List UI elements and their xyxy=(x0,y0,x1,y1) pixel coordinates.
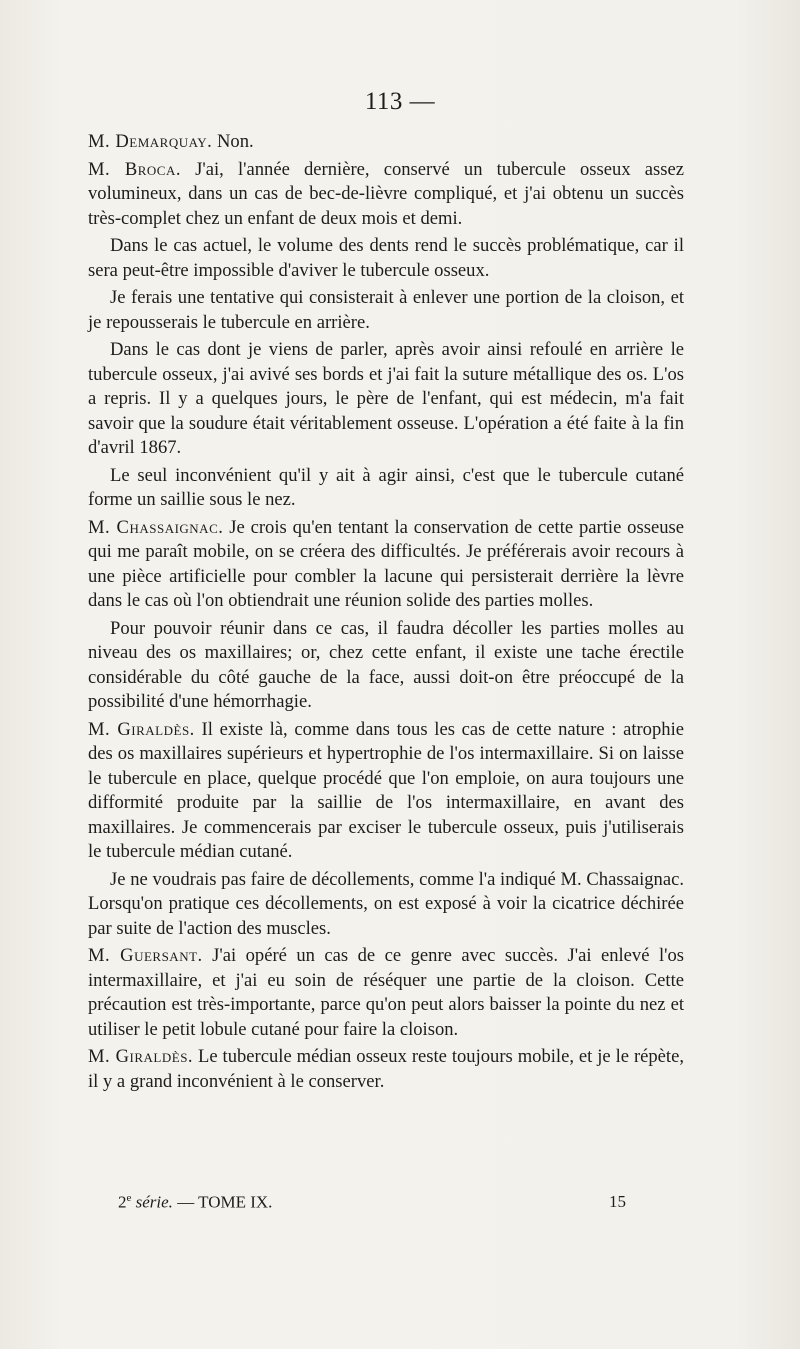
paragraph xyxy=(88,158,684,232)
paragraph xyxy=(88,464,684,513)
series-number: 2 xyxy=(118,1192,127,1212)
paragraph-text: Non. xyxy=(212,131,254,152)
series-superscript: e xyxy=(126,1192,132,1204)
paragraph xyxy=(88,617,684,715)
speaker-name: M. Demarquay. xyxy=(88,131,213,152)
paragraph xyxy=(88,1045,684,1094)
paragraph xyxy=(88,944,684,1042)
paragraph xyxy=(88,868,684,942)
paragraph-text: Pour pouvoir réunir dans ce cas, il faudra décoller les parties molles au niveau des os maxillaires; or, chez cette enfant, il existe une tache érectile considérable du côté gauche de la face, aussi doit-on être préoccupé de la possibilité d'une hémorrhagie. xyxy=(88,617,684,712)
series-label xyxy=(118,1192,272,1213)
signature-mark: 15 xyxy=(609,1192,626,1211)
paragraph-text: Le tubercule médian osseux reste toujours mobile, et je le répète, il y a grand inconvénient à le conserver. xyxy=(88,1046,684,1092)
paragraph-text: Je ferais une tentative qui consisterait à enlever une portion de la cloison, et je repousserais le tubercule en arrière. xyxy=(88,287,684,333)
paragraph-text: Je ne voudrais pas faire de décollements, comme l'a indiqué M. Chassaignac. Lorsqu'on pratique ces décollements, on est exposé à voir la cicatrice déchirée par suite de l'action des muscles. xyxy=(88,868,684,939)
page-footer xyxy=(118,1192,626,1213)
paragraph-text: Il existe là, comme dans tous les cas de cette nature : atrophie des os maxillaires supérieurs et hypertrophie de l'os intermaxillaire. Si on laisse le tubercule en place, quelque procédé que l'on emploie, on aura toujours une difformité produite par la saillie de l'os intermaxillaire, en avant des maxillaires. Je commencerais par exciser le tubercule osseux, puis j'utiliserais le tubercule médian cutané. xyxy=(88,718,684,862)
paragraph xyxy=(88,286,684,335)
paragraph xyxy=(88,130,684,155)
speaker-name: M. Giraldès. xyxy=(88,1046,194,1067)
paragraph xyxy=(88,338,684,461)
paragraph-text: Dans le cas dont je viens de parler, après avoir ainsi refoulé en arrière le tubercule osseux, j'ai avivé ses bords et j'ai fait la suture métallique des os. L'os a repris. Il y a quelques jours, le père de l'enfant, qui est médecin, m'a fait savoir que la soudure était véritablement osseuse. L'opération a été faite à la fin d'avril 1867. xyxy=(88,339,684,458)
paragraph-text: Je crois qu'en tentant la conservation de cette partie osseuse qui me paraît mobile, on se créera des difficultés. Je préférerais avoir recours à une pièce artificielle pour combler la lacune qui persisterait derrière la lèvre dans le cas où l'on obtiendrait une réunion solide des parties molles. xyxy=(88,516,684,611)
paragraph-text: Le seul inconvénient qu'il y ait à agir ainsi, c'est que le tubercule cutané forme un saillie sous le nez. xyxy=(88,464,684,510)
paragraph-text: J'ai opéré un cas de ce genre avec succès. J'ai enlevé l'os intermaxillaire, et j'ai eu soin de réséquer une partie de la cloison. Cette précaution est très-importante, parce qu'on peut alors baisser la pointe du nez et utiliser le petit lobule cutané pour faire la cloison. xyxy=(88,945,684,1040)
volume-label: — TOME IX. xyxy=(177,1192,273,1212)
paragraph-text: Dans le cas actuel, le volume des dents rend le succès problématique, car il sera peut-être impossible d'aviver le tubercule osseux. xyxy=(88,235,684,281)
paragraph xyxy=(88,516,684,614)
paragraph-text: J'ai, l'année dernière, conservé un tubercule osseux assez volumineux, dans un cas de bec-de-lièvre compliqué, et j'ai obtenu un succès très-complet chez un enfant de deux mois et demi. xyxy=(88,158,685,229)
speaker-name: M. Guersant. xyxy=(88,945,203,966)
page-body xyxy=(88,130,684,1097)
paragraph xyxy=(88,718,684,865)
series-word: série. xyxy=(135,1192,173,1212)
page-number-header: 113 — xyxy=(364,88,436,115)
speaker-name: M. Giraldès. xyxy=(88,718,195,740)
speaker-name: M. Broca. xyxy=(88,158,182,180)
speaker-name: M. Chassaignac. xyxy=(88,516,224,538)
paragraph xyxy=(88,234,684,283)
